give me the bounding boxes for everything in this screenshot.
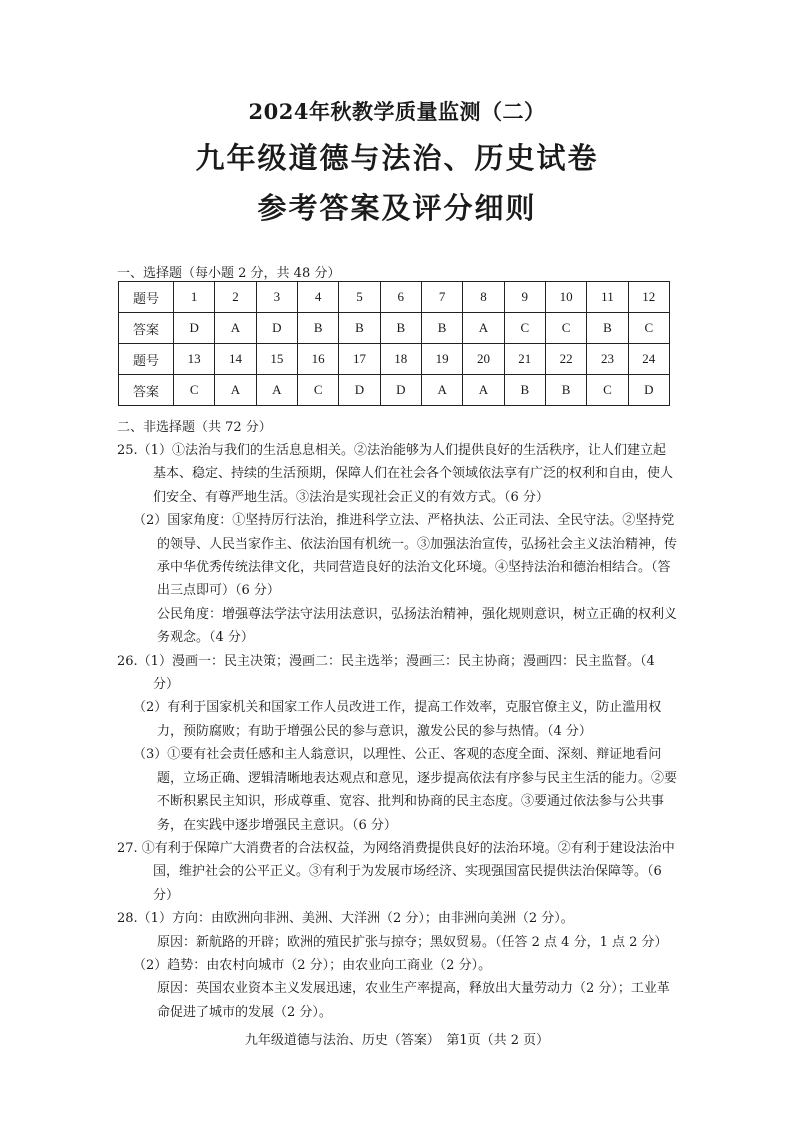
table-row [119,344,670,375]
answer-cell: D [380,375,421,406]
question-number: 12 [628,282,669,313]
table-row [119,282,670,313]
question-number: 21 [504,344,545,375]
answer-cell: B [380,313,421,344]
answer-cell: C [504,313,545,344]
answer-cell: A [463,375,504,406]
question-number: 17 [339,344,380,375]
page-footer: 九年级道德与法治、历史（答案） 第1页（共 2 页） [244,1033,550,1048]
section-heading-choice: 一、选择题（每小题 2 分，共 48 分） [117,266,341,281]
answer-26-1: 26.（1）漫画一：民主决策；漫画二：民主选举；漫画三：民主协商；漫画四：民主监督。（4 分） [117,653,655,693]
question-number: 1 [174,282,215,313]
question-number: 18 [380,344,421,375]
question-number: 4 [297,282,338,313]
answer-cell: A [215,313,256,344]
answer-25-1: 25.（1）①法治与我们的生活息息相关。②法治能够为人们提供良好的生活秩序，让人们建立起基本、稳定、持续的生活预期，保障人们在社会各个领域依法享有广泛的权利和自由，使人们安全、有尊严地生活。③法治是实现社会正义的有效方式。（6 分） [117,443,674,505]
row-label-question: 题号 [119,282,174,313]
answer-cell: D [628,375,669,406]
answer-cell: C [545,313,586,344]
answer-26-2: （2）有利于国家机关和国家工作人员改进工作，提高工作效率，克服官僚主义，防止滥用权力，预防腐败；有助于增强公民的参与意识，激发公民的参与热情。（4 分） [133,700,662,739]
answer-cell: A [421,375,462,406]
question-number: 24 [628,344,669,375]
answer-cell: D [339,375,380,406]
question-number: 3 [256,282,297,313]
answer-cell: B [504,375,545,406]
question-number: 8 [463,282,504,313]
answer-cell: B [421,313,462,344]
answer-25-2-citizen: 公民角度：增强尊法学法守法用法意识，弘扬法治精神，强化规则意识，树立正确的权利义务观念。（4 分） [157,606,678,646]
exam-title: 2024年秋教学质量监测（二） [248,99,546,124]
answer-cell: A [256,375,297,406]
answer-cell: C [628,313,669,344]
answer-cell: B [587,313,628,344]
answer-cell: D [256,313,297,344]
question-number: 7 [421,282,462,313]
question-number: 23 [587,344,628,375]
answer-cell: C [174,375,215,406]
section-heading-nonchoice: 二、非选择题（共 72 分） [117,420,272,435]
answer-25-2: （2）国家角度：①坚持厉行法治，推进科学立法、严格执法、公正司法、全民守法。②坚持党的领导、人民当家作主、依法治国有机统一。③加强法治宣传，弘扬社会主义法治精神，传承中华优秀传统法律文化，共同营造良好的法治文化环境。④坚持法治和德治相结合。（答出三点即可）（6 分） [133,513,678,599]
answer-cell: A [463,313,504,344]
answer-28-2: （2）趋势：由农村向城市（2 分）；由农业向工商业（2 分）。 [133,957,492,973]
answer-cell: A [215,375,256,406]
answer-cell: B [297,313,338,344]
row-label-answer: 答案 [119,375,174,406]
answer-28-1-reason: 原因：新航路的开辟；欧洲的殖民扩张与掠夺；黑奴贸易。（任答 2 点 4 分，1 点 2 分） [157,934,668,950]
question-number: 19 [421,344,462,375]
answer-28-1: 28.（1）方向：由欧洲向非洲、美洲、大洋洲（2 分）；由非洲向美洲（2 分）。 [117,911,574,927]
row-label-question: 题号 [119,344,174,375]
answer-28-2-reason: 原因：英国农业资本主义发展迅速，农业生产率提高，释放出大量劳动力（2 分）；工业革命促进了城市的发展（2 分）。 [157,981,670,1020]
answer-table [118,281,670,406]
answer-body [117,439,677,1024]
answer-cell: B [339,313,380,344]
answer-26-3: （3）①要有社会责任感和主人翁意识，以理性、公正、客观的态度全面、深刻、辩证地看问题，立场正确、逻辑清晰地表达观点和意见，逐步提高依法有序参与民主生活的能力。②要不断积累民主知识，形成尊重、宽容、批判和协商的民主态度。③要通过依法参与公共事务，在实践中逐步增强民主意识。（6 分） [133,747,678,833]
answer-27: 27. ①有利于保障广大消费者的合法权益，为网络消费提供良好的法治环境。②有利于建设法治中国，维护社会的公平正义。③有利于为发展市场经济、实现强国富民提供法治保障等。（6 分） [117,840,675,903]
exam-subject-title: 九年级道德与法治、历史试卷 [195,141,599,175]
row-label-answer: 答案 [119,313,174,344]
question-number: 5 [339,282,380,313]
question-number: 2 [215,282,256,313]
question-number: 10 [545,282,586,313]
question-number: 22 [545,344,586,375]
question-number: 15 [256,344,297,375]
question-number: 11 [587,282,628,313]
question-number: 14 [215,344,256,375]
answer-cell: C [587,375,628,406]
question-number: 6 [380,282,421,313]
answer-key-title: 参考答案及评分细则 [257,191,537,225]
question-number: 16 [297,344,338,375]
question-number: 13 [174,344,215,375]
question-number: 9 [504,282,545,313]
table-row [119,375,670,406]
table-row [119,313,670,344]
answer-cell: B [545,375,586,406]
answer-cell: D [174,313,215,344]
answer-cell: C [297,375,338,406]
question-number: 20 [463,344,504,375]
